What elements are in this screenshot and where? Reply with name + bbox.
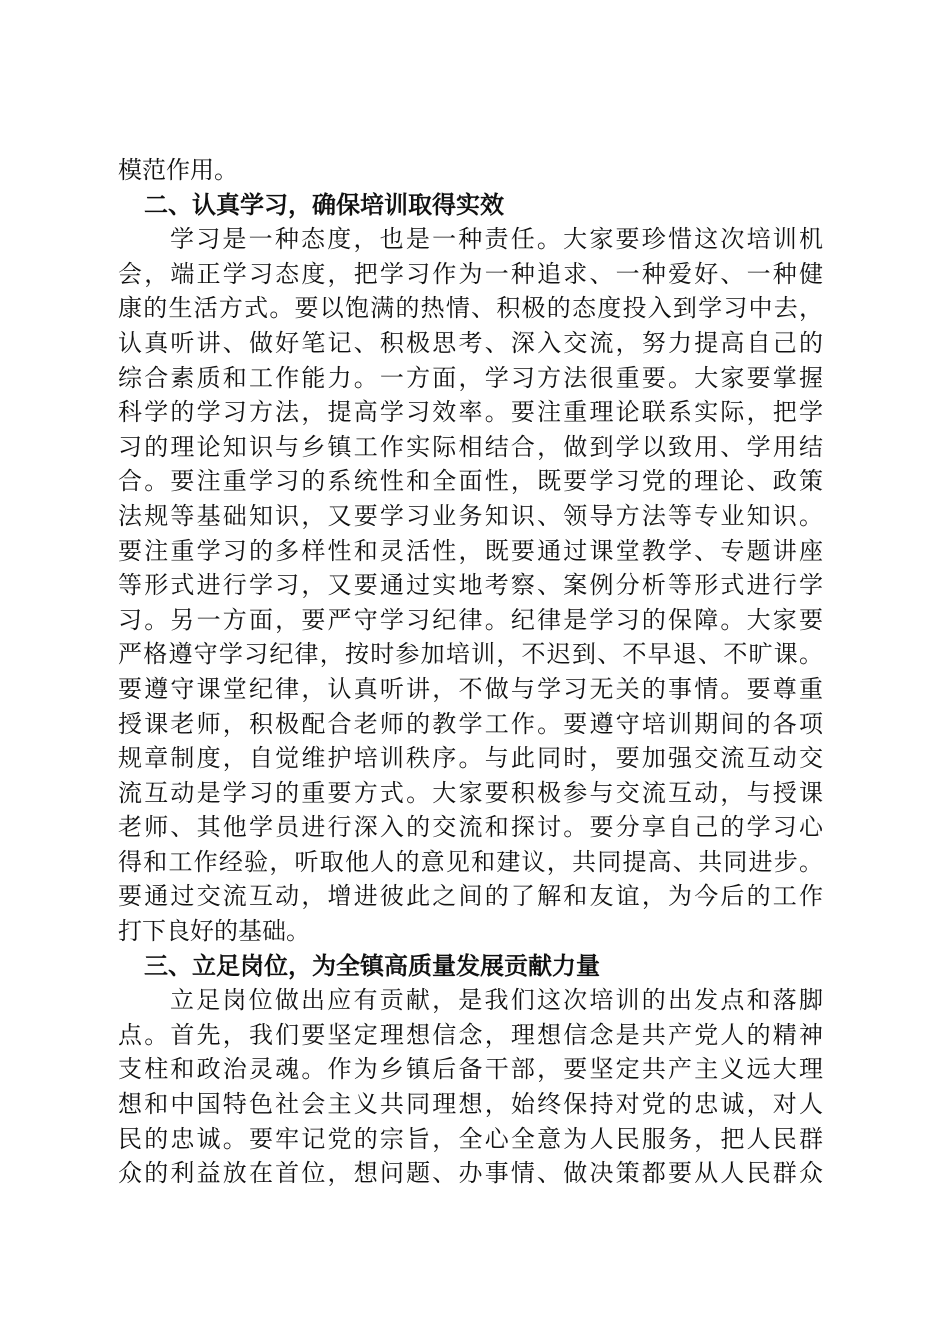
text-line: 综合素质和工作能力。一方面，学习方法很重要。大家要掌握: [118, 363, 823, 392]
text-line: 会，端正学习态度，把学习作为一种追求、一种爱好、一种健: [118, 259, 823, 288]
text-line: 要遵守课堂纪律，认真听讲，不做与学习无关的事情。要尊重: [118, 674, 823, 703]
document-body: [118, 153, 823, 1191]
text-line: 支柱和政治灵魂。作为乡镇后备干部，要坚定共产主义远大理: [118, 1055, 823, 1084]
section-heading: 二、认真学习，确保培训取得实效: [144, 190, 504, 219]
paragraph: [118, 222, 823, 948]
text-line: 众的利益放在首位，想问题、办事情、做决策都要从人民群众: [118, 1159, 823, 1188]
text-line: 等形式进行学习，又要通过实地考察、案例分析等形式进行学: [118, 571, 823, 600]
text-line: 习。另一方面，要严守学习纪律。纪律是学习的保障。大家要: [118, 605, 823, 634]
text-line: 康的生活方式。要以饱满的热情、积极的态度投入到学习中去，: [118, 294, 823, 323]
text-line: 想和中国特色社会主义共同理想，始终保持对党的忠诚，对人: [118, 1090, 823, 1119]
text-line: 要注重学习的多样性和灵活性，既要通过课堂教学、专题讲座: [118, 536, 823, 565]
text-line: 打下良好的基础。: [118, 917, 310, 946]
text-line: 模范作用。: [118, 156, 238, 184]
paragraph: [118, 153, 823, 188]
text-line: 严格遵守学习纪律，按时参加培训，不迟到、不早退、不旷课。: [118, 640, 823, 669]
text-line: 流互动是学习的重要方式。大家要积极参与交流互动，与授课: [118, 778, 823, 807]
text-line: 民的忠诚。要牢记党的宗旨，全心全意为人民服务，把人民群: [118, 1124, 823, 1153]
text-line: 立足岗位做出应有贡献，是我们这次培训的出发点和落脚: [170, 986, 823, 1015]
text-line: 习的理论知识与乡镇工作实际相结合，做到学以致用、学用结: [118, 432, 823, 461]
text-line: 法规等基础知识，又要学习业务知识、领导方法等专业知识。: [118, 501, 823, 530]
text-line: 科学的学习方法，提高学习效率。要注重理论联系实际，把学: [118, 398, 823, 427]
text-line: 点。首先，我们要坚定理想信念，理想信念是共产党人的精神: [118, 1020, 823, 1049]
section-heading: 三、立足岗位，为全镇高质量发展贡献力量: [144, 951, 600, 980]
paragraph: [118, 983, 823, 1191]
text-line: 学习是一种态度，也是一种责任。大家要珍惜这次培训机: [170, 225, 823, 254]
text-line: 规章制度，自觉维护培训秩序。与此同时，要加强交流互动交: [118, 744, 823, 773]
text-line: 认真听讲、做好笔记、积极思考、深入交流，努力提高自己的: [118, 328, 823, 357]
text-line: 老师、其他学员进行深入的交流和探讨。要分享自己的学习心: [118, 813, 823, 842]
text-line: 合。要注重学习的系统性和全面性，既要学习党的理论、政策: [118, 467, 823, 496]
text-line: 授课老师，积极配合老师的教学工作。要遵守培训期间的各项: [118, 709, 823, 738]
text-line: 得和工作经验，听取他人的意见和建议，共同提高、共同进步。: [118, 847, 823, 876]
text-line: 要通过交流互动，增进彼此之间的了解和友谊，为今后的工作: [118, 882, 823, 911]
